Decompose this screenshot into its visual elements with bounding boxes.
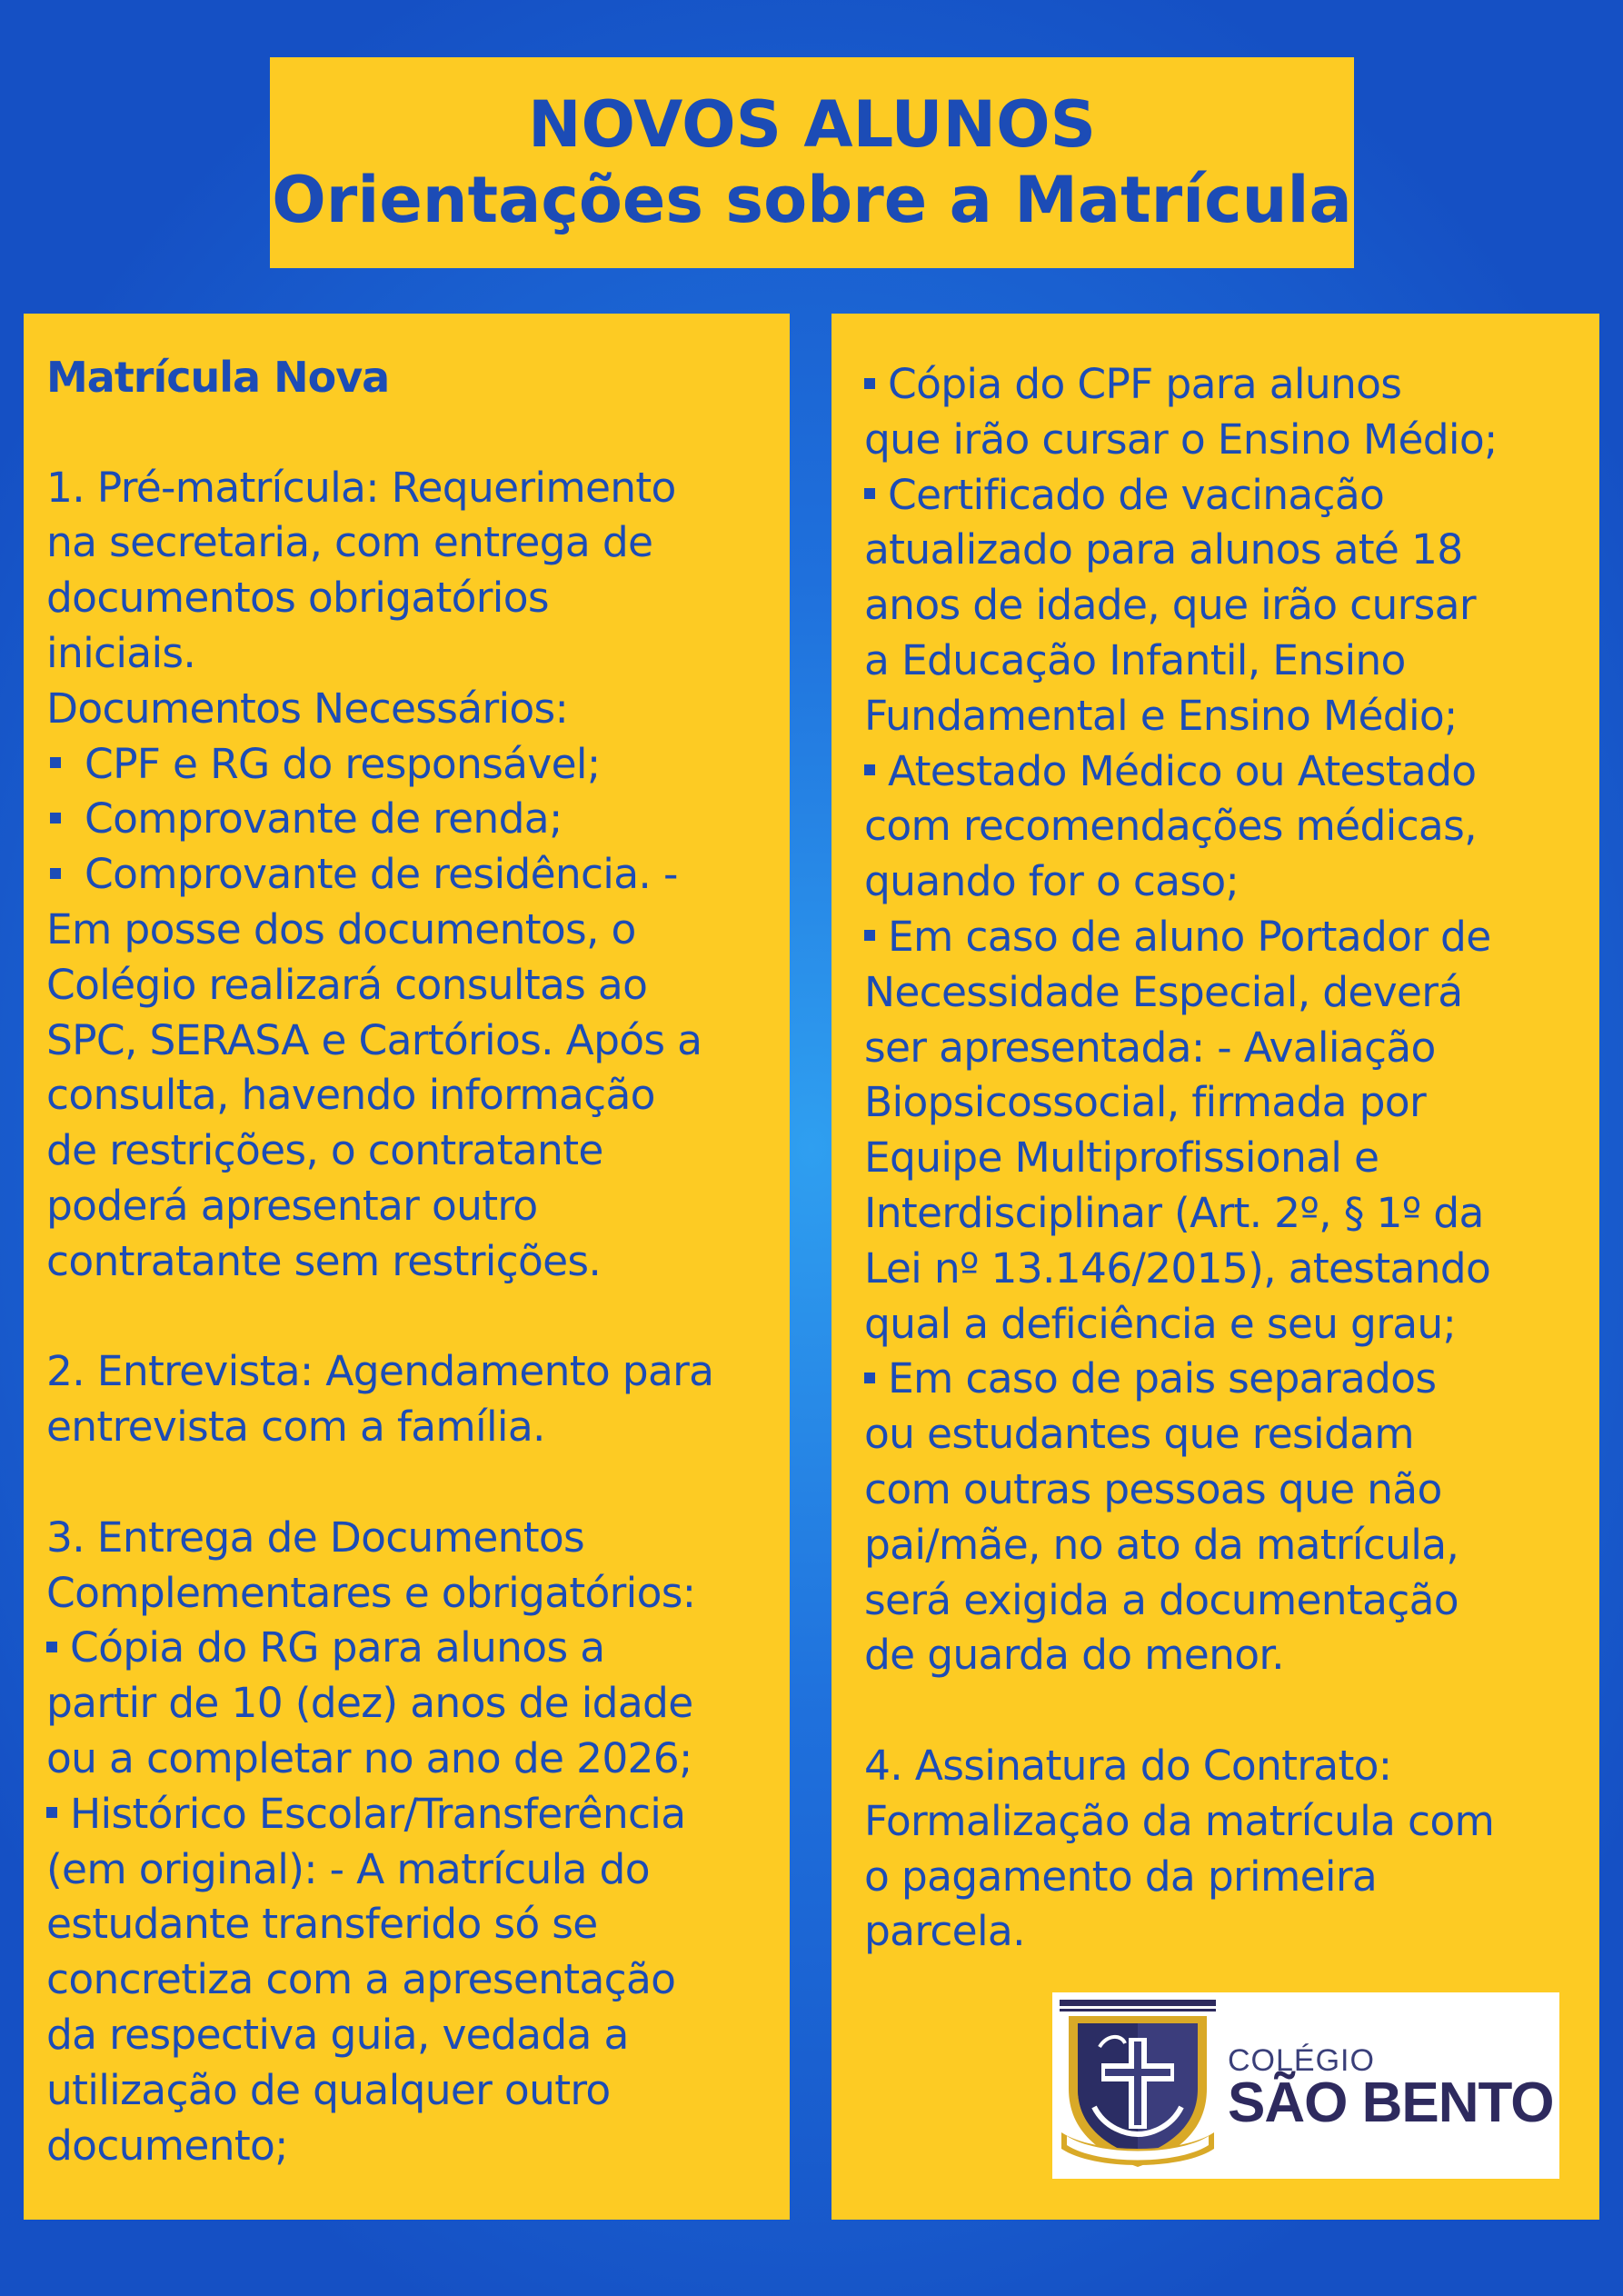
text-line: 2. Entrevista: Agendamento para [46,1347,714,1396]
left-column-panel [24,314,790,2220]
bullet-icon [50,757,61,768]
text-line: documentos obrigatórios [46,574,549,623]
bullet-icon [864,378,875,389]
list-item [864,1352,1599,1407]
logo-school-name: SÃO BENTO [1228,2071,1554,2134]
list-item [46,737,790,793]
right-column-panel [831,314,1599,2220]
text-line: utilização de qualquer outro [46,2065,611,2114]
text-line: a Educação Infantil, Ensino [864,635,1406,684]
shield-crest-icon [1058,1998,1221,2172]
text-line: Formalização da matrícula com [864,1796,1495,1845]
bullet-icon [46,1642,57,1652]
text-line: documento; [46,2121,288,2170]
list-item [864,468,1599,524]
list-item-text: Atestado Médico ou Atestado [888,746,1477,795]
spacer [46,405,790,461]
text-line: pai/mãe, no ato da matrícula, [864,1520,1459,1569]
spacer [864,1683,1599,1739]
text-line: entrevista com a família. [46,1403,545,1452]
text-line: ser apresentada: - Avaliação [864,1023,1436,1072]
text-line: ou estudantes que residam [864,1410,1414,1459]
list-item [864,744,1599,800]
list-item [864,910,1599,965]
bullet-icon [864,764,875,775]
text-line: da respectiva guia, vedada a [46,2010,629,2059]
bullet-icon [46,1807,57,1818]
school-logo [1052,1992,1559,2179]
bullet-icon [864,488,875,499]
text-line: 3. Entrega de Documentos [46,1512,585,1562]
list-item [864,357,1599,413]
text-line: partir de 10 (dez) anos de idade [46,1679,693,1728]
title-line-2: Orientações sobre a Matrícula [272,163,1352,237]
title-banner [270,57,1354,268]
text-line: poderá apresentar outro [46,1181,538,1230]
list-item-text: Em caso de aluno Portador de [888,912,1491,961]
text-line: com outras pessoas que não [864,1464,1442,1513]
text-line: será exigida a documentação [864,1575,1459,1624]
bullet-icon [864,1373,875,1383]
text-line: atualizado para alunos até 18 [864,525,1463,574]
text-line: SPC, SERASA e Cartórios. Após a [46,1015,702,1064]
text-line: ou a completar no ano de 2026; [46,1733,692,1782]
text-line: iniciais. [46,628,196,677]
text-line: de restrições, o contratante [46,1126,603,1175]
text-line: Interdisciplinar (Art. 2º, § 1º da [864,1188,1484,1237]
list-item-text: Comprovante de renda; [85,794,563,844]
text-line: na secretaria, com entrega de [46,518,653,567]
text-line: anos de idade, que irão cursar [864,581,1476,630]
text-line: 1. Pré-matrícula: Requerimento [46,463,676,512]
text-line: Lei nº 13.146/2015), atestando [864,1243,1491,1293]
list-item-text: CPF e RG do responsável; [85,739,601,788]
text-line: que irão cursar o Ensino Médio; [864,414,1498,464]
text-line: estudante transferido só se [46,1900,598,1949]
text-line: parcela. [864,1907,1025,1956]
text-line: Equipe Multiprofissional e [864,1133,1379,1183]
text-line: quando for o caso; [864,857,1240,906]
list-item-text: Comprovante de residência. - [85,850,678,899]
spacer [46,1290,790,1345]
text-line: Biopsicossocial, firmada por [864,1078,1426,1127]
text-line: consulta, havendo informação [46,1071,655,1120]
text-line: Documentos Necessários: [46,684,569,733]
list-item-text: Cópia do CPF para alunos [888,360,1402,408]
text-line: concretiza com a apresentação [46,1955,676,2004]
text-line: 4. Assinatura do Contrato: [864,1741,1392,1790]
list-item-text: Cópia do RG para alunos a [70,1623,605,1672]
text-line: com recomendações médicas, [864,802,1477,851]
title-line-1: NOVOS ALUNOS [527,87,1097,163]
logo-college-label: COLÉGIO [1228,2043,1375,2078]
list-item-text: Em caso de pais separados [888,1354,1437,1403]
text-line: (em original): - A matrícula do [46,1844,650,1893]
list-item [46,1787,790,1842]
list-item-text: Certificado de vacinação [888,470,1385,519]
text-line: qual a deficiência e seu grau; [864,1299,1457,1348]
list-item [46,847,790,903]
list-item-text: Histórico Escolar/Transferência [70,1789,686,1838]
bullet-icon [864,930,875,941]
bullet-icon [50,868,61,879]
section-heading: Matrícula Nova [46,353,390,402]
text-line: Colégio realizará consultas ao [46,960,648,1009]
text-line: contratante sem restrições. [46,1236,602,1285]
text-line: Fundamental e Ensino Médio; [864,691,1458,740]
list-item [46,792,790,847]
text-line: Necessidade Especial, deverá [864,967,1463,1016]
bullet-icon [50,813,61,824]
text-line: de guarda do menor. [864,1631,1284,1680]
spacer [46,1455,790,1511]
text-line: Complementares e obrigatórios: [46,1568,696,1617]
list-item [46,1621,790,1676]
text-line: Em posse dos documentos, o [46,904,636,953]
text-line: o pagamento da primeira [864,1852,1378,1901]
